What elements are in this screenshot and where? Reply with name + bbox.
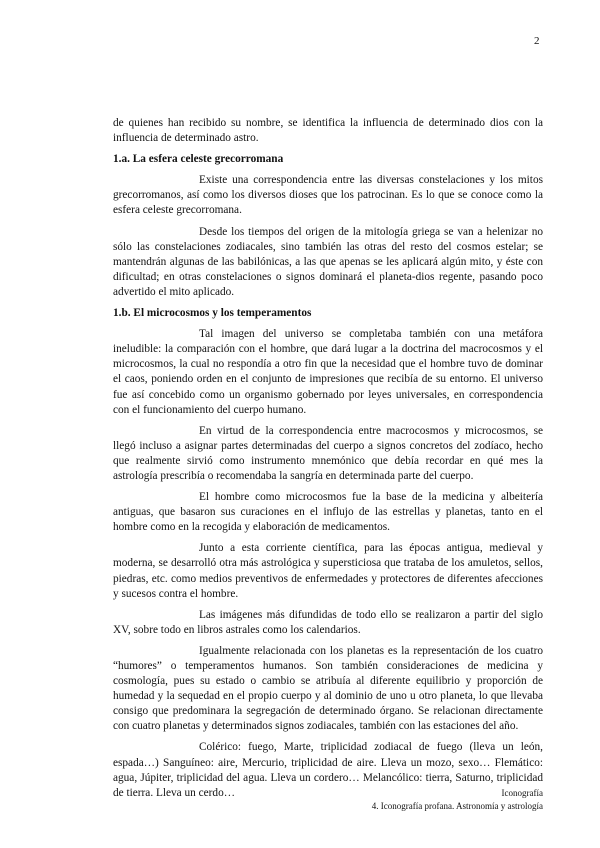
page-number: 2 [534, 35, 540, 47]
paragraph: Tal imagen del universo se completaba también con una metáfora ineludible: la comparación con el hombre, que dará lugar a la doctrina del macrocosmos y el microcosmos, la cual no respondía a otro fin que la necesidad que el hombre tuvo de dominar el caos, poniendo orden en el conjunto de impresiones que recibía de su entorno. El universo fue así concebido como un organismo gobernado por leyes universales, en correspondencia con el funcionamiento del cuerpo humano. [113, 328, 543, 416]
paragraph: Desde los tiempos del origen de la mitología griega se van a helenizar no sólo las constelaciones zodiacales, sino también las otras del resto del cosmos estelar; se mantendrán algunas de las babilónicas, a las que apenas se les aplicará algún mito, y éste con dificultad; en otras constelaciones o signos dominará el planeta-dios regente, pasando poco advertido el mito aplicado. [113, 225, 543, 298]
footer-course-title: Iconografía [501, 788, 543, 798]
paragraph: En virtud de la correspondencia entre macrocosmos y microcosmos, se llegó incluso a asignar partes determinadas del cuerpo a signos concretos del zodíaco, hecho que realmente sirvió como instrumento mnemónico que debía recordar en qué mes la astrología prescribía o recomendaba la sangría en determinada parte del cuerpo. [113, 424, 543, 482]
paragraph: Junto a esta corriente científica, para las épocas antigua, medieval y moderna, se desarrolló otra más astrológica y supersticiosa que trataba de los amuletos, sellos, piedras, etc. como medios preventivos de enfermedades y protectores de diferentes afecciones y sucesos contra el hombre. [113, 542, 543, 600]
section-heading-1a: 1.a. La esfera celeste grecorromana [113, 153, 284, 166]
paragraph-intro: de quienes han recibido su nombre, se identifica la influencia de determinado dios con la influencia de determinado astro. [113, 117, 543, 145]
paragraph: Igualmente relacionada con los planetas es la representación de los cuatro “humores” o temperamentos humanos. Son también consideraciones de medicina y cosmología, pues su estado o cambio se atribuía al diferente equilibrio y proporción de humedad y la sequedad en el propio cuerpo y al dominio de uno u otro planeta, lo que llevaba consigo que predominara la segregación de determinado órgano. Se relacionan directamente con cuatro planetas y determinados signos zodiacales, también con las estaciones del año. [113, 644, 543, 733]
paragraph: Las imágenes más difundidas de todo ello se realizaron a partir del siglo XV, sobre todo en libros astrales como los calendarios. [113, 608, 543, 636]
document-body [113, 116, 543, 807]
section-heading-1b: 1.b. El microcosmos y los temperamentos [113, 307, 312, 320]
paragraph: Colérico: fuego, Marte, triplicidad zodiacal de fuego (lleva un león, espada…) Sanguíneo: aire, Mercurio, triplicidad de aire. Lleva un mozo, sexo… Flemático: agua, Júpiter, triplicidad del agua. Lleva un cordero… Melancólico: tierra, Saturno, triplicidad de tierra. Lleva un cerdo… [113, 741, 543, 799]
paragraph: El hombre como microcosmos fue la base de la medicina y albeitería antiguas, que basaron sus curaciones en el influjo de las estrellas y planetas, tanto en el hombre como en la recogida y elaboración de medicamentos. [113, 491, 543, 534]
page-footer [372, 787, 543, 812]
footer-chapter-title: 4. Iconografía profana. Astronomía y astrología [371, 800, 543, 811]
paragraph: Existe una correspondencia entre las diversas constelaciones y los mitos grecorromanos, así como los diversos dioses que los patrocinan. Es lo que se conoce como la esfera celeste grecorromana. [113, 174, 543, 217]
